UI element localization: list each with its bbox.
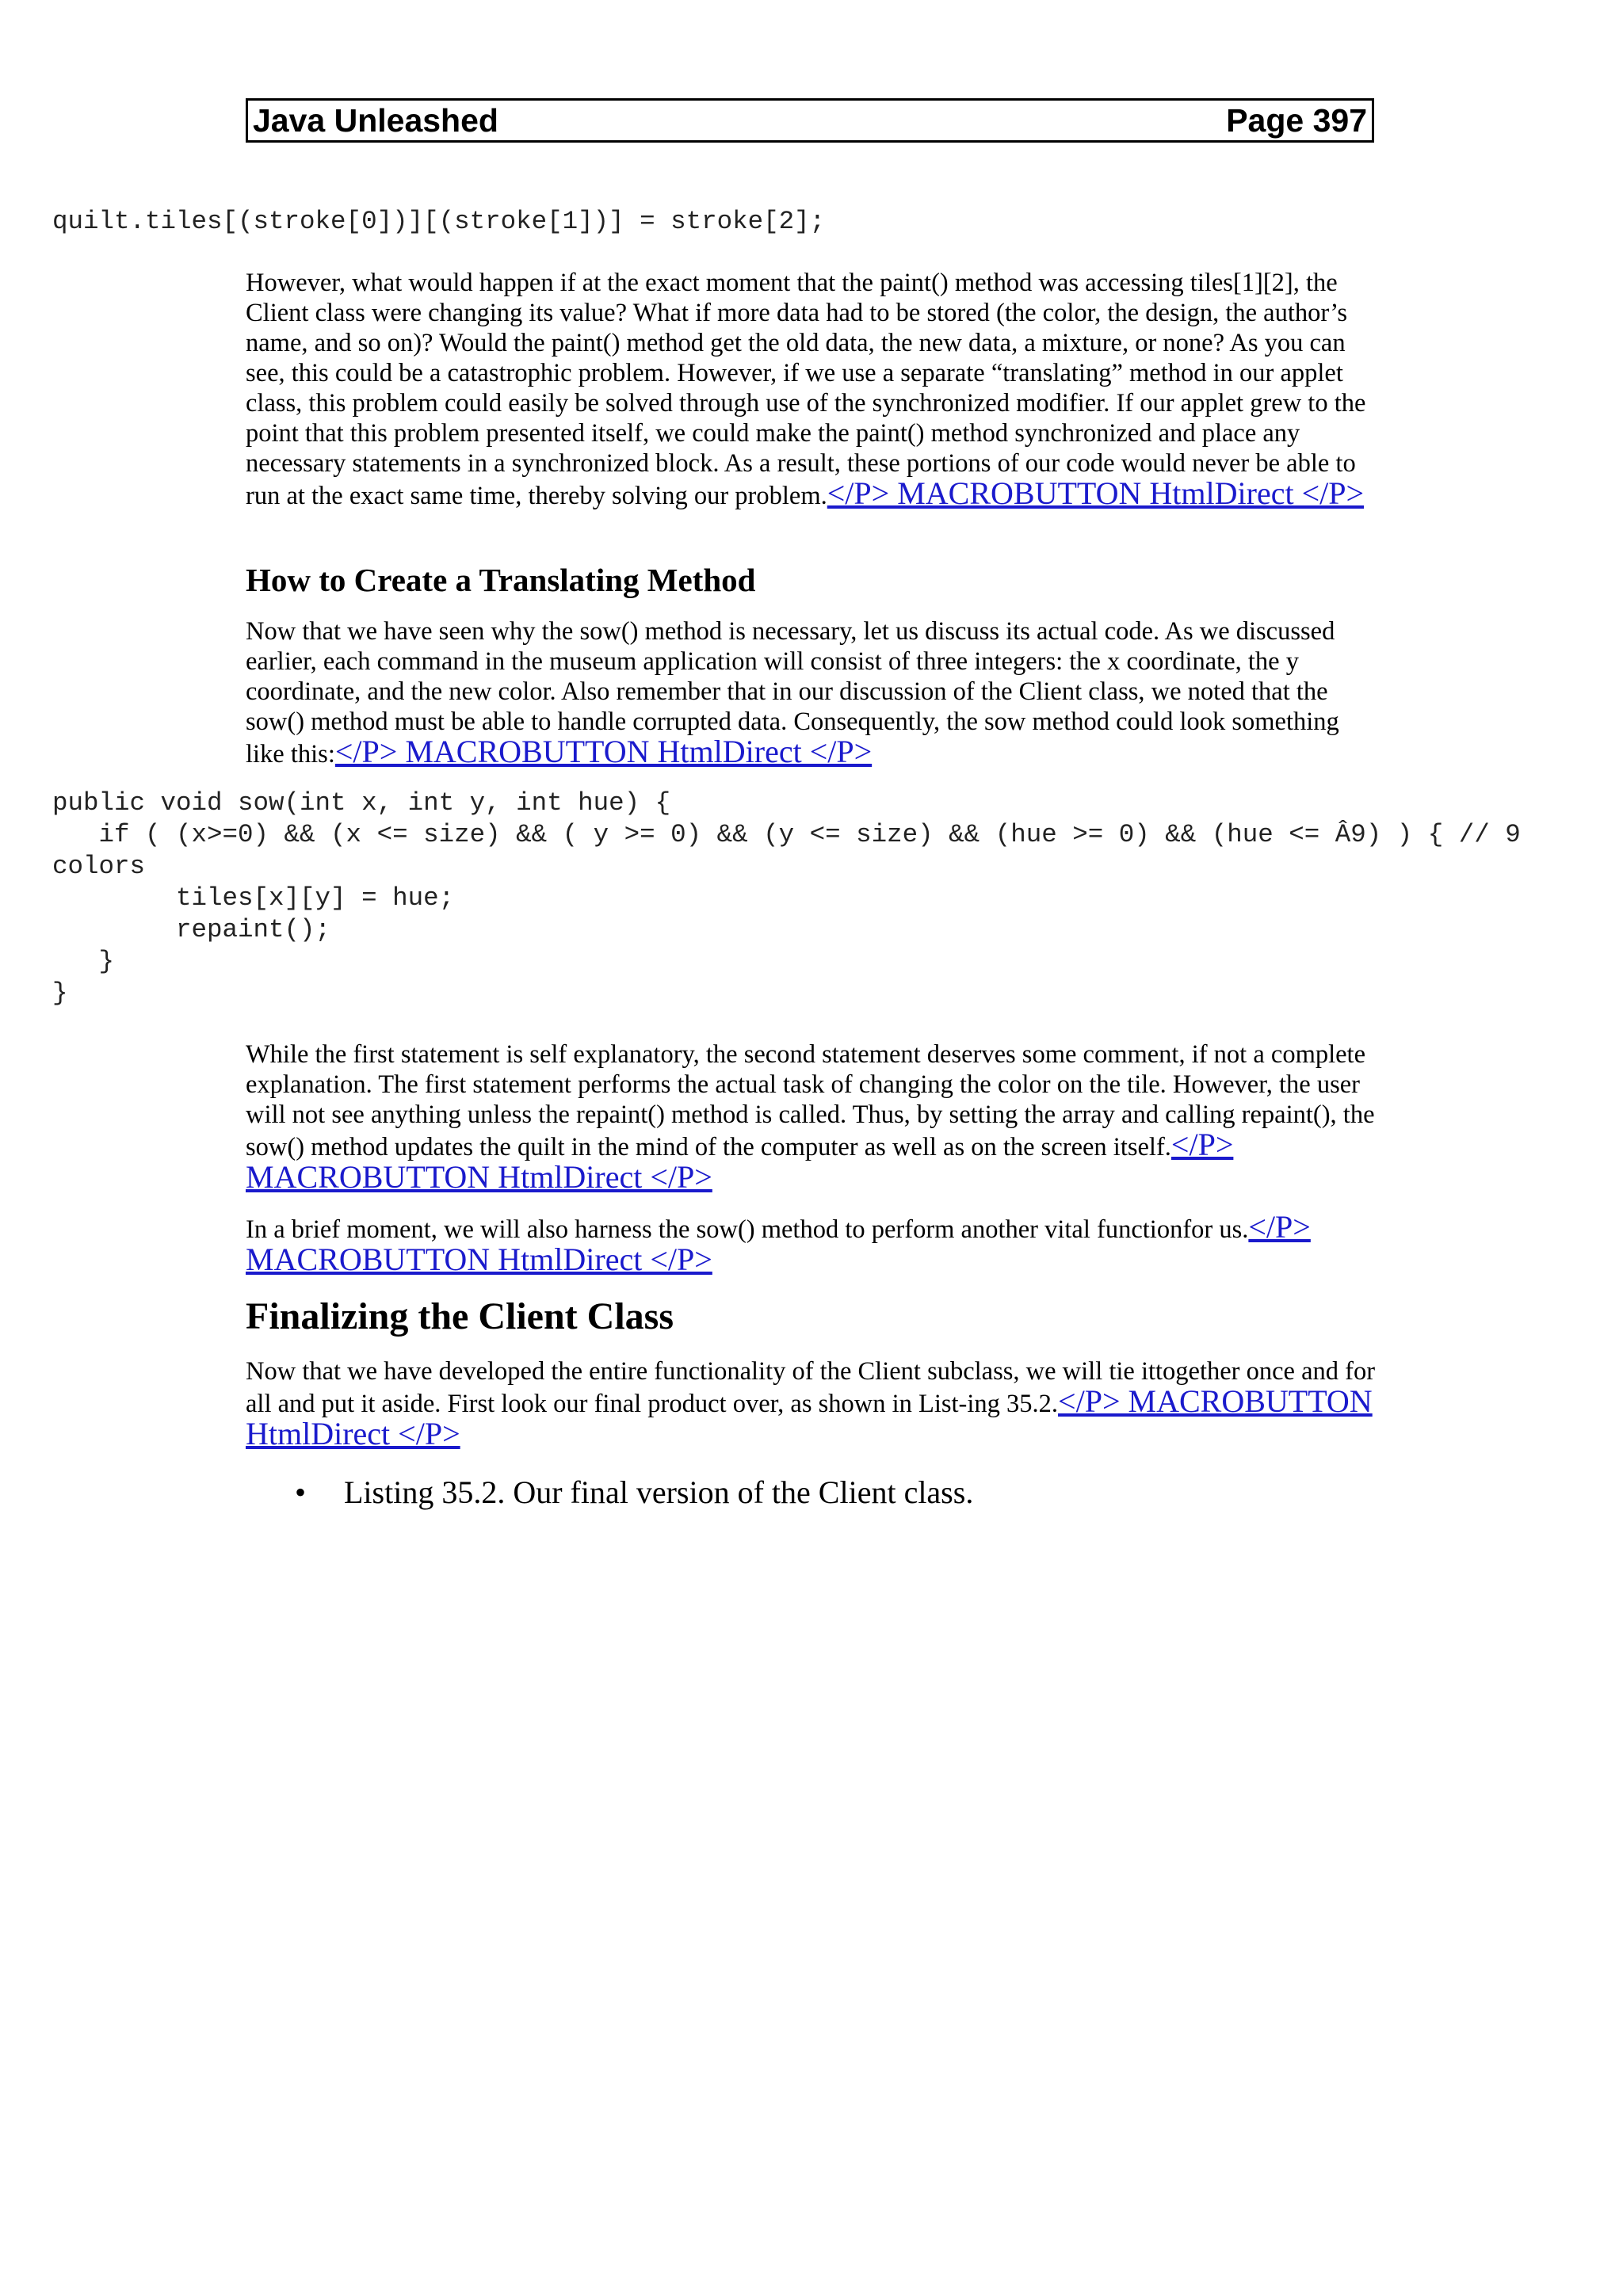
macrobutton-link[interactable]: </P> MACROBUTTON HtmlDirect </P> [246,1383,1373,1451]
bullet-icon: • [295,1474,307,1510]
code-snippet-tiles: quilt.tiles[(stroke[0])][(stroke[1])] = stroke[2]; [52,207,826,236]
macrobutton-link[interactable]: </P> MACROBUTTON HtmlDirect </P> [334,734,873,769]
code-block-sow: public void sow(int x, int y, int hue) { if ( (x>=0) && (x <= size) && ( y >= 0) && (y <= size) && (hue >= 0) && (hue <= Â9) ) { // 9 colors tiles[x][y] = hue; repaint(); } } [52,788,1521,1008]
listing-caption-item [295,1474,973,1511]
section-heading-translating-method: How to Create a Translating Method [246,562,756,598]
paragraph-text: Now that we have seen why the sow() method is necessary, let us discuss its actual code. As we discussed earlier, each command in the museum application will consist of three integers: the x coordinate, the y coordinate, and the new color. Also remember that in our discussion of the Client class, we noted that the sow() method must be able to handle corrupted data. Consequently, the sow method could look something like this: [246,617,1339,769]
macrobutton-link[interactable]: </P> MACROBUTTON HtmlDirect </P> [246,1127,1234,1195]
paragraph-brief-moment [246,1209,1379,1277]
listing-caption: Listing 35.2. Our final version of the Client class. [344,1474,974,1510]
paragraph-text: Now that we have developed the entire functionality of the Client subclass, we will tie ittogether once and for all and put it aside. First look our final product over, as shown in List-ing 35.2. [246,1357,1376,1418]
paragraph-sow-method [246,616,1379,769]
section-heading-finalizing-client: Finalizing the Client Class [246,1295,674,1337]
paragraph-text: In a brief moment, we will also harness the sow() method to perform another vital functionfor us. [246,1215,1249,1244]
page-number: Page 397 [1226,101,1367,139]
paragraph-final-client [246,1356,1379,1451]
paragraph-repaint [246,1039,1379,1195]
running-header [246,98,1374,143]
paragraph-synchronization [246,268,1379,511]
paragraph-text: However, what would happen if at the exact moment that the paint() method was accessing tiles[1][2], the Client class were changing its value? What if more data had to be stored (the color, the design, the author’s name, and so on)? Would the paint() method get the old data, the new data, a mixture, or none? As you can see, this could be a catastrophic problem. However, if we use a separate “translating” method in our applet class, this problem could easily be solved through use of the synchronized modifier. If our applet grew to the point that this problem presented itself, we could make the paint() method synchronized and place any necessary statements in a synchronized block. As a result, these portions of our code would never be able to run at the exact same time, thereby solving our problem. [246,269,1366,510]
book-title: Java Unleashed [253,101,498,139]
paragraph-text: While the first statement is self explanatory, the second statement deserves some comment, if not a complete explanation. The first statement performs the actual task of changing the color on the tile. However, the user will not see anything unless the repaint() method is called. Thus, by setting the array and calling repaint(), the sow() method updates the quilt in the mind of the computer as well as on the screen itself. [246,1040,1375,1161]
macrobutton-link[interactable]: </P> MACROBUTTON HtmlDirect </P> [827,475,1365,511]
macrobutton-link[interactable]: </P> MACROBUTTON HtmlDirect </P> [246,1209,1311,1277]
